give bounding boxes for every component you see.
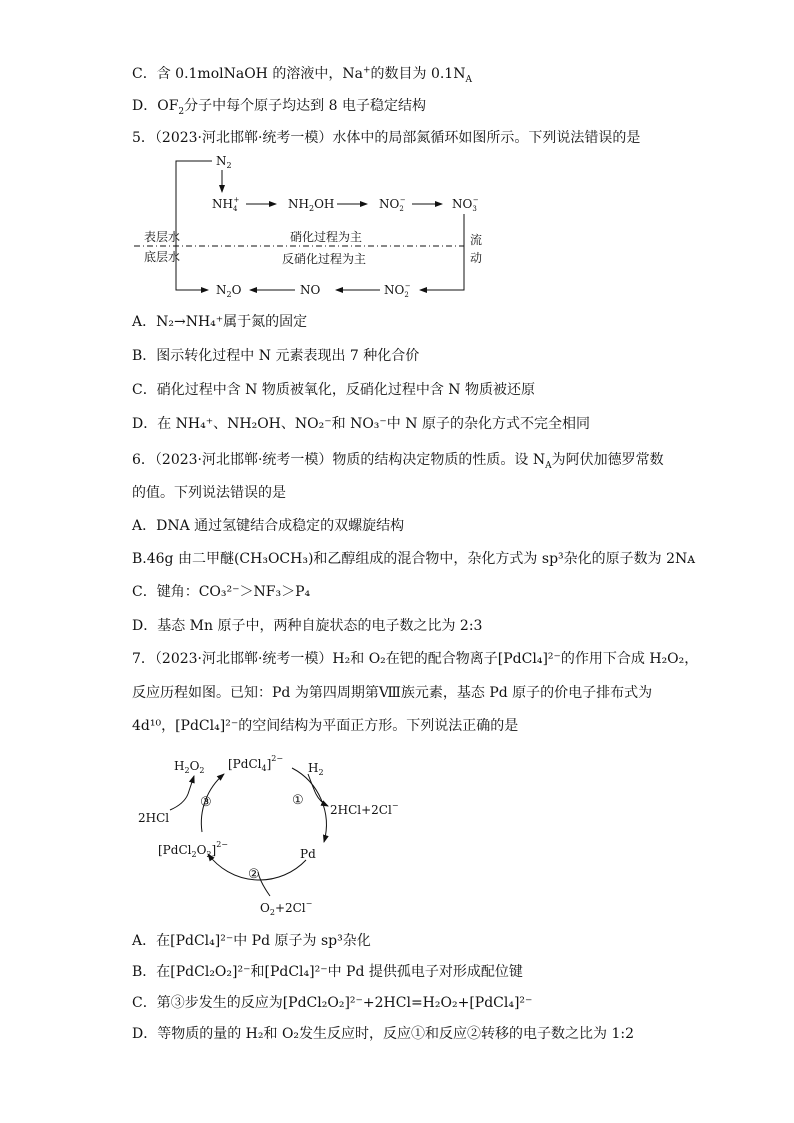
q7-stem-line1: 7．（2023·河北邯郸·统考一模）H₂和 O₂在钯的配合物离子[PdCl₄]²⁻的作用下合成 H₂O₂， xyxy=(132,651,699,667)
flow-label-1: 流 xyxy=(470,233,483,247)
q6-option-a: A．DNA 通过氢键结合成稳定的双螺旋结构 xyxy=(132,518,405,534)
pd-catalytic-cycle-diagram xyxy=(130,748,420,920)
q6-option-c: C．键角：CO₃²⁻＞NF₃＞P₄ xyxy=(132,584,311,600)
o2-in-label: $O_2+2Cl^-$ xyxy=(260,899,313,917)
q6-option-d: D．基态 Mn 原子中，两种自旋状态的电子数之比为 2:3 xyxy=(132,618,483,634)
step1-label: ① xyxy=(292,793,304,808)
hcl-in-arrow xyxy=(170,794,188,810)
right-flow-arrow xyxy=(420,214,464,290)
q7-stem-line3: 4d¹⁰，[PdCl₄]²⁻的空间结构为平面正方形。下列说法正确的是 xyxy=(132,718,519,734)
step3-label: ③ xyxy=(200,795,212,810)
q7-option-b: B．在[PdCl₂O₂]²⁻和[PdCl₄]²⁻中 Pd 提供孤电子对形成配位键 xyxy=(132,964,523,980)
n2-label: $N_2$ xyxy=(216,154,232,170)
hcl-out-label: 2HCl+2Cl− xyxy=(330,801,399,817)
n2o-label: $N_2O$ xyxy=(216,283,242,299)
no2-top-label: $NO_2-$ xyxy=(379,196,406,213)
nh2oh-label: $NH_2OH$ xyxy=(288,197,335,213)
h2-label: $H_2$ xyxy=(308,761,324,777)
q6-option-b: B.46g 由二甲醚(CH₃OCH₃)和乙醇组成的混合物中，杂化方式为 sp³杂化的原子数为 2Nᴀ xyxy=(132,551,696,567)
q5-option-c: C．硝化过程中含 N 物质被氧化，反硝化过程中含 N 物质被还原 xyxy=(132,382,536,398)
q4-option-d: D．$OF_2$分子中每个原子均达到 8 电子稳定结构 xyxy=(132,98,426,117)
h2o2-label: $H_2O_2$ xyxy=(174,759,205,775)
step2-label: ② xyxy=(248,867,260,882)
q5-stem: 5．（2023·河北邯郸·统考一模）水体中的局部氮循环如图所示。下列说法错误的是 xyxy=(132,130,641,146)
denitrification-label: 反硝化过程为主 xyxy=(282,252,367,266)
hcl-out-arrow xyxy=(316,794,328,806)
hcl-in-label: 2HCl xyxy=(138,811,170,825)
pdcl2o2-label: $[PdCl_2O_2]^{2-}$ xyxy=(158,840,228,859)
no-label: NO xyxy=(300,283,321,297)
q5-option-a: A．N₂→NH₄⁺属于氮的固定 xyxy=(132,314,308,330)
h2o2-out-arrow xyxy=(188,776,194,794)
pdcl4-label: [PdCl$_4$]$^{2-}$ xyxy=(228,754,284,773)
h2-in-arrow xyxy=(308,774,316,794)
o2-in-arrow xyxy=(258,872,270,896)
no2-bottom-label: $NO_2-$ xyxy=(384,282,411,299)
nitrogen-cycle-diagram xyxy=(130,150,500,305)
q7-stem-line2: 反应历程如图。已知：Pd 为第四周期第Ⅷ族元素，基态 Pd 原子的价电子排布式为 xyxy=(132,685,653,701)
q7-option-c: C．第③步发生的反应为[PdCl₂O₂]²⁻+2HCl=H₂O₂+[PdCl₄]²⁻ xyxy=(132,995,533,1011)
q5-option-b: B．图示转化过程中 N 元素表现出 7 种化合价 xyxy=(132,348,420,364)
q7-option-d: D．等物质的量的 H₂和 O₂发生反应时，反应①和反应②转移的电子数之比为 1:2 xyxy=(132,1026,635,1042)
nh4-label: $NH_4+$ xyxy=(212,196,240,213)
q6-stem-line1: 6．（2023·河北邯郸·统考一模）物质的结构决定物质的性质。设 $N_A$为阿伏加德罗常数 xyxy=(132,452,664,471)
pd-label: Pd xyxy=(300,847,316,861)
surface-water-label: 表层水 xyxy=(144,230,181,244)
nitrification-label: 硝化过程为主 xyxy=(290,230,363,244)
q6-stem-line2: 的值。下列说法错误的是 xyxy=(132,485,286,501)
no3-label: $NO_3-$ xyxy=(452,196,479,213)
left-bracket-arrow xyxy=(176,161,212,290)
q5-option-d: D．在 NH₄⁺、NH₂OH、NO₂⁻和 NO₃⁻中 N 原子的杂化方式不完全相同 xyxy=(132,416,590,432)
q7-option-a: A．在[PdCl₄]²⁻中 Pd 原子为 sp³杂化 xyxy=(132,933,371,949)
q4-option-c: C．含 0.1molNaOH 的溶液中，Na+的数目为 $0.1N_A$ xyxy=(132,65,472,85)
flow-label-2: 动 xyxy=(470,251,483,265)
bottom-water-label: 底层水 xyxy=(144,250,181,264)
